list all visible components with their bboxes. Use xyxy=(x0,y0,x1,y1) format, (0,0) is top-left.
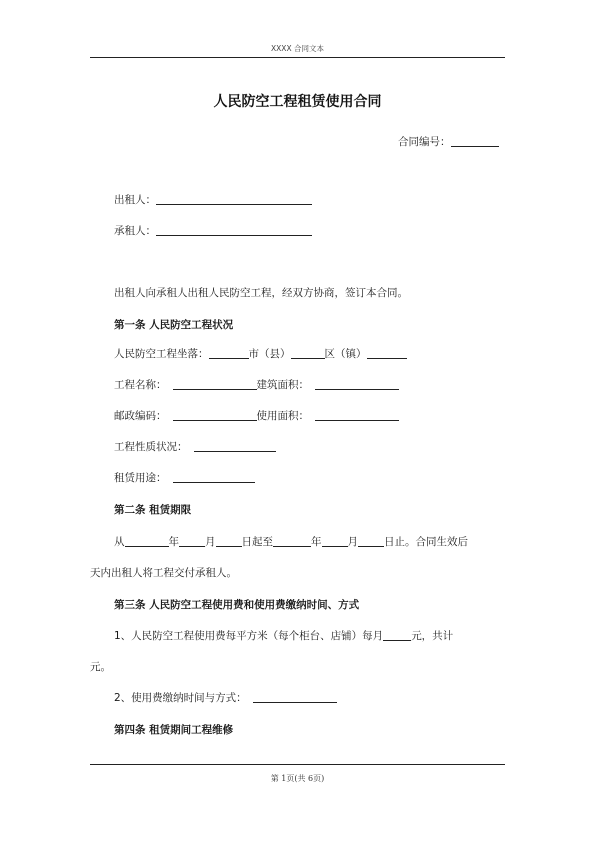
payment-method-row xyxy=(114,691,337,705)
postcode-row xyxy=(114,409,399,423)
usage-area-label: 使用面积： xyxy=(256,410,309,422)
location-district-blank xyxy=(291,347,325,359)
fee-line2: 元。 xyxy=(90,661,111,673)
start-day-label: 日起至 xyxy=(241,536,273,548)
start-day-blank xyxy=(216,535,242,547)
start-month-label: 月 xyxy=(205,536,216,548)
city-label: 市（县） xyxy=(248,348,291,360)
end-day-blank xyxy=(358,535,384,547)
end-year-label: 年 xyxy=(311,536,322,548)
location-row xyxy=(114,347,407,361)
article2-heading: 第二条 租赁期限 xyxy=(114,504,192,516)
term-row xyxy=(114,535,468,549)
fee-text: 1、人民防空工程使用费每平方米（每个柜台、店铺）每月 xyxy=(114,630,384,642)
project-name-blank xyxy=(173,378,257,390)
purpose-row xyxy=(114,471,255,485)
payment-method-blank xyxy=(253,691,337,703)
footer-divider xyxy=(90,764,505,765)
document-title: 人民防空工程租赁使用合同 xyxy=(213,94,382,110)
intro-paragraph: 出租人向承租人出租人民防空工程，经双方协商，签订本合同。 xyxy=(114,287,408,299)
location-city-blank xyxy=(209,347,249,359)
page-footer: 第 1页(共 6页) xyxy=(270,774,325,783)
project-name-label: 工程名称： xyxy=(114,379,167,391)
contract-number-blank xyxy=(451,135,499,147)
fee-unit-text: 元，共计 xyxy=(411,630,454,642)
term-line2: 天内出租人将工程交付承租人。 xyxy=(90,567,237,579)
nature-row xyxy=(114,440,276,454)
nature-label: 工程性质状况： xyxy=(114,441,188,453)
lessor-label: 出租人： xyxy=(114,194,156,206)
lessor-row xyxy=(114,193,312,207)
lessor-blank xyxy=(156,193,312,205)
article3-heading: 第三条 人民防空工程使用费和使用费缴纳时间、方式 xyxy=(114,599,360,611)
start-year-blank xyxy=(125,535,169,547)
purpose-blank xyxy=(173,471,255,483)
lessee-label: 承租人： xyxy=(114,225,156,237)
usage-area-blank xyxy=(315,409,399,421)
contract-number-row xyxy=(398,135,499,149)
location-label: 人民防空工程坐落： xyxy=(114,348,209,360)
term-from-text: 从 xyxy=(114,536,125,548)
district-label: 区（镇） xyxy=(324,348,367,360)
end-month-blank xyxy=(322,535,348,547)
project-name-row xyxy=(114,378,399,392)
purpose-label: 租赁用途： xyxy=(114,472,167,484)
lessee-blank xyxy=(156,224,312,236)
article1-heading: 第一条 人民防空工程状况 xyxy=(114,319,234,331)
payment-method-label: 2、使用费缴纳时间与方式： xyxy=(114,692,247,704)
building-area-blank xyxy=(315,378,399,390)
lessee-row xyxy=(114,224,312,238)
end-day-label: 日止。合同生效后 xyxy=(384,536,468,548)
postcode-label: 邮政编码： xyxy=(114,410,167,422)
building-area-label: 建筑面积： xyxy=(256,379,309,391)
monthly-fee-blank xyxy=(383,629,411,641)
page-header: XXXX 合同文本 xyxy=(271,44,324,53)
contract-number-label: 合同编号： xyxy=(398,136,451,148)
start-year-label: 年 xyxy=(168,536,179,548)
header-divider xyxy=(90,57,505,58)
start-month-blank xyxy=(179,535,205,547)
postcode-blank xyxy=(173,409,257,421)
fee-row xyxy=(114,629,453,643)
nature-blank xyxy=(194,440,276,452)
location-town-blank xyxy=(367,347,407,359)
article4-heading: 第四条 租赁期间工程维修 xyxy=(114,724,234,736)
end-month-label: 月 xyxy=(347,536,358,548)
end-year-blank xyxy=(273,535,311,547)
